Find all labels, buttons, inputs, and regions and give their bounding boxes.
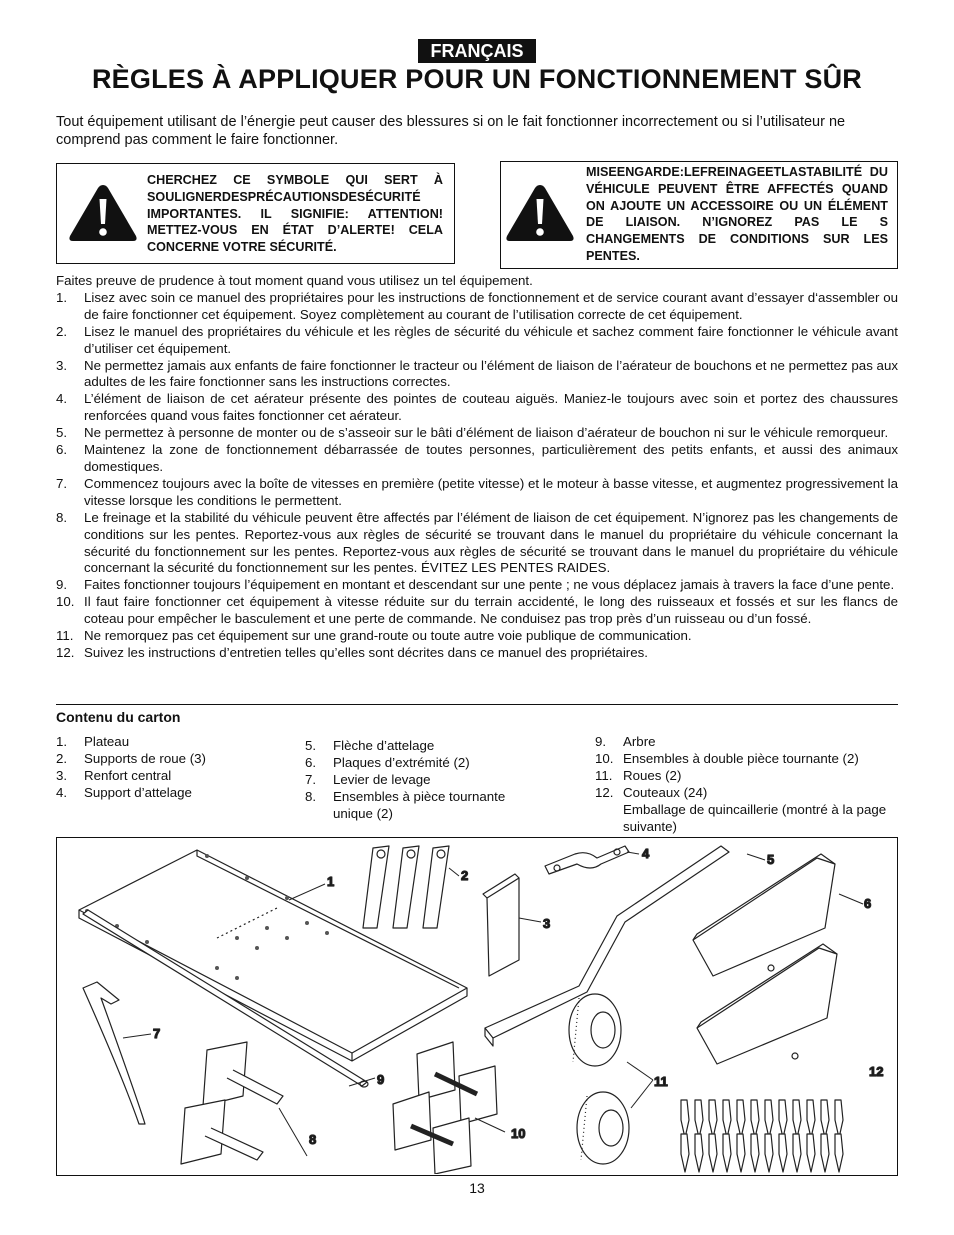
contents-item [56,785,256,802]
callout-7: 7 [153,1026,161,1041]
contents-item-label: Plaques d’extrémité (2) [333,754,470,770]
contents-item-label: Couteaux (24) [623,784,708,800]
rule-text: Ne permettez à personne de monter ou de s’asseoir sur le bâti d’élément de liaison d’aérateur de bouchon ni sur le véhicule remorqueur. [84,425,889,441]
warning-text: CHERCHEZ CE SYMBOLE QUI SERT À SOULIGNERDESPRÉCAUTIONSDESÉCURITÉ IMPORTANTES. IL SIGNIFIE: ATTENTION! METTEZ-VOUS EN ÉTAT D’ALERTE! CELA CONCERNE VOTRE SÉCURITÉ. [147,173,443,255]
rule-number: 6. [56,442,68,458]
safety-rule [56,594,898,628]
intro-paragraph: Tout équipement utilisant de l’énergie peut causer des blessures si on le fait fonctionner incorrectement ou si l’utilisateur ne comprend pas comment le faire fonctionner. [56,114,846,148]
contents-item-number: 3. [56,767,68,783]
contents-item-label: Levier de levage [333,771,431,787]
contents-item [595,734,895,751]
contents-item-number: 8. [305,788,317,804]
rule-number: 5. [56,425,68,441]
safety-rule [56,645,898,662]
page-number: 13 [469,1180,485,1196]
contents-item-label: Support d’attelage [84,784,192,800]
safety-rule [56,391,898,425]
rule-text: Le freinage et la stabilité du véhicule peuvent être affectés par l’élément de liaison de cet équipement. N’ignorez pas les changements de conditions sur les pentes. Reportez-vous aux règles de sécurité se trouvant dans le manuel du propriétaire du véhicule concernant la sécurité du fonctionnement sur les pentes. Reportez-vous aux règles de sécurité se trouvant dans le manuel du propriétaire du véhicule concernant la sécurité du fonctionnement sur les pentes. ÉVITEZ LES PENTES RAIDES. [84,509,898,576]
contents-item-number: 7. [305,771,317,787]
rule-number: 8. [56,509,68,525]
contents-item [305,789,545,823]
safety-lead: Faites preuve de prudence à tout moment quand vous utilisez un tel équipement. [56,273,533,288]
rule-number: 12. [56,644,75,660]
contents-item [595,768,895,785]
contents-item-number: 5. [305,738,317,753]
warning-box-braking [500,161,898,269]
contents-item-label: Supports de roue (3) [84,750,206,766]
contents-column-2 [305,738,545,823]
center-brace-part [483,874,519,976]
parts-drawing [57,838,896,1174]
callout-3: 3 [543,916,551,931]
contents-item-number: 1. [56,734,68,749]
contents-item [56,751,256,768]
rule-number: 1. [56,289,68,305]
tines-part [681,1100,843,1172]
callout-8: 8 [309,1132,317,1147]
callout-9: 9 [377,1072,385,1087]
callout-6: 6 [864,896,872,911]
contents-item-label: Roues (2) [623,767,682,783]
rule-text: Suivez les instructions d’entretien telles qu’elles sont décrites dans ce manuel des propriétaires. [84,644,648,660]
contents-item-label: Renfort central [84,767,172,783]
safety-rule [56,510,898,578]
rule-text: Ne remorquez pas cet équipement sur une grand-route ou toute autre voie publique de communication. [84,628,692,644]
safety-rule [56,290,898,324]
rule-text: Ne permettez jamais aux enfants de faire fonctionner le tracteur ou l’élément de liaison de l’aérateur de bouchons et ne permettez pas aux adultes de les faire fonctionner sans les instructions correctes. [84,357,898,390]
contents-column-3 [595,734,895,835]
contents-item [305,755,545,772]
contents-item [305,738,545,755]
callout-2: 2 [461,868,469,883]
contents-item [56,768,256,785]
rule-text: Lisez avec soin ce manuel des propriétaires pour les instructions de fonctionnement et de service courant avant d’essayer d‘assembler ou de faire fonctionner cet équipement. Soyez complètement au courant de l’utilisation correcte de cet équipement. [84,289,898,322]
double-spindle-assemblies-part [393,1042,497,1174]
callout-1: 1 [327,874,335,889]
safety-rule [56,324,898,358]
safety-rules [56,273,898,662]
contents-item-number: 11. [595,767,613,783]
safety-rule [56,358,898,392]
safety-rule [56,476,898,510]
rule-number: 10. [56,594,75,610]
safety-rule [56,628,898,645]
rule-text: Commencez toujours avec la boîte de vitesses en première (petite vitesse) et le moteur à basse vitesse, et augmentez progressivement la vitesse lorsque les conditions le permettent. [84,475,898,508]
contents-item-label: Ensembles à double pièce tournante (2) [623,750,859,766]
lift-lever-part [83,982,145,1124]
contents-item-label: Emballage de quincaillerie (montré à la page suivante) [623,801,887,834]
contents-item [56,734,256,751]
warning-icon [504,182,576,244]
single-spindle-assemblies-part [181,1042,283,1164]
warning-icon [67,182,139,244]
rule-number: 3. [56,357,68,373]
contents-item [595,785,895,802]
callout-5: 5 [767,852,775,867]
rule-text: Faites fonctionner toujours l’équipement en montant et descendant sur une pente ; ne vous déplacez jamais à travers la face d’une pente. [84,577,895,593]
rule-text: L’élément de liaison de cet aérateur présente des pointes de couteau aiguës. Maniez-le toujours avec soin et portez des chaussures renforcées quand vous faites fonctionner cet aérateur. [84,391,898,424]
wheel-supports-part [363,846,449,928]
contents-item-label: Flèche d’attelage [333,738,435,753]
end-plates-part [693,854,837,1064]
rule-text: Il faut faire fonctionner cet équipement à vitesse réduite sur du terrain accidenté, le long des ruisseaux et fossés et sur les flancs de coteau pour empêcher le basculement et une perte de commande. Ne conduisez pas trop près d’un ruisseau ou d’un fossé. [84,594,898,627]
rule-number: 9. [56,577,68,593]
contents-column-1 [56,734,256,802]
safety-rules-list [56,290,898,662]
callout-4: 4 [642,846,650,861]
contents-item-number: 6. [305,754,317,770]
callout-10: 10 [511,1126,526,1141]
rule-number: 2. [56,323,68,339]
callout-12: 12 [869,1064,884,1079]
contents-item-number: 4. [56,784,68,800]
warning-text: MISEENGARDE:LEFREINAGEETLASTABILITÉ DU VÉHICULE PEUVENT ÊTRE AFFECTÉS QUAND ON AJOUTE UN ACCESSOIRE OU UN ÉLÉMENT DE LIAISON. N’IGNOREZ PAS LE S CHANGEMENTS DE CONDITIONS SUR LES PENTES. [586,165,888,263]
contents-item [305,772,545,789]
contents-item-number: 10. [595,750,614,766]
rule-number: 4. [56,391,68,407]
contents-item-number: 9. [595,734,607,749]
safety-rule [56,425,898,442]
safety-rule [56,577,898,594]
page-title: RÈGLES À APPLIQUER POUR UN FONCTIONNEMENT SÛR [91,64,863,94]
contents-item-label: Plateau [84,734,130,749]
parts-illustration [56,837,898,1176]
contents-item-label: Arbre [623,734,656,749]
divider [56,704,898,705]
contents-item [595,802,895,836]
contents-title: Contenu du carton [56,709,181,725]
callout-11: 11 [654,1074,668,1089]
contents-item [595,751,895,768]
rule-number: 11. [56,628,74,644]
contents-item-number: 2. [56,750,68,766]
contents-item-number: 12. [595,784,614,800]
rule-text: Maintenez la zone de fonctionnement débarrassée de toutes personnes, particulièrement des petits enfants, et aussi des animaux domestiques. [84,442,898,474]
contents-item-label: Ensembles à pièce tournante unique (2) [333,788,506,821]
warning-box-attention [56,163,455,264]
rule-number: 7. [56,475,68,491]
hitch-bracket-part [545,846,629,874]
rule-text: Lisez le manuel des propriétaires du véhicule et les règles de sécurité du véhicule et sachez comment faire fonctionner le véhicule avant d’utiliser cet équipement. [84,323,898,356]
safety-rule [56,442,898,476]
wheels-part [569,994,629,1164]
language-badge: FRANÇAIS [418,39,536,63]
